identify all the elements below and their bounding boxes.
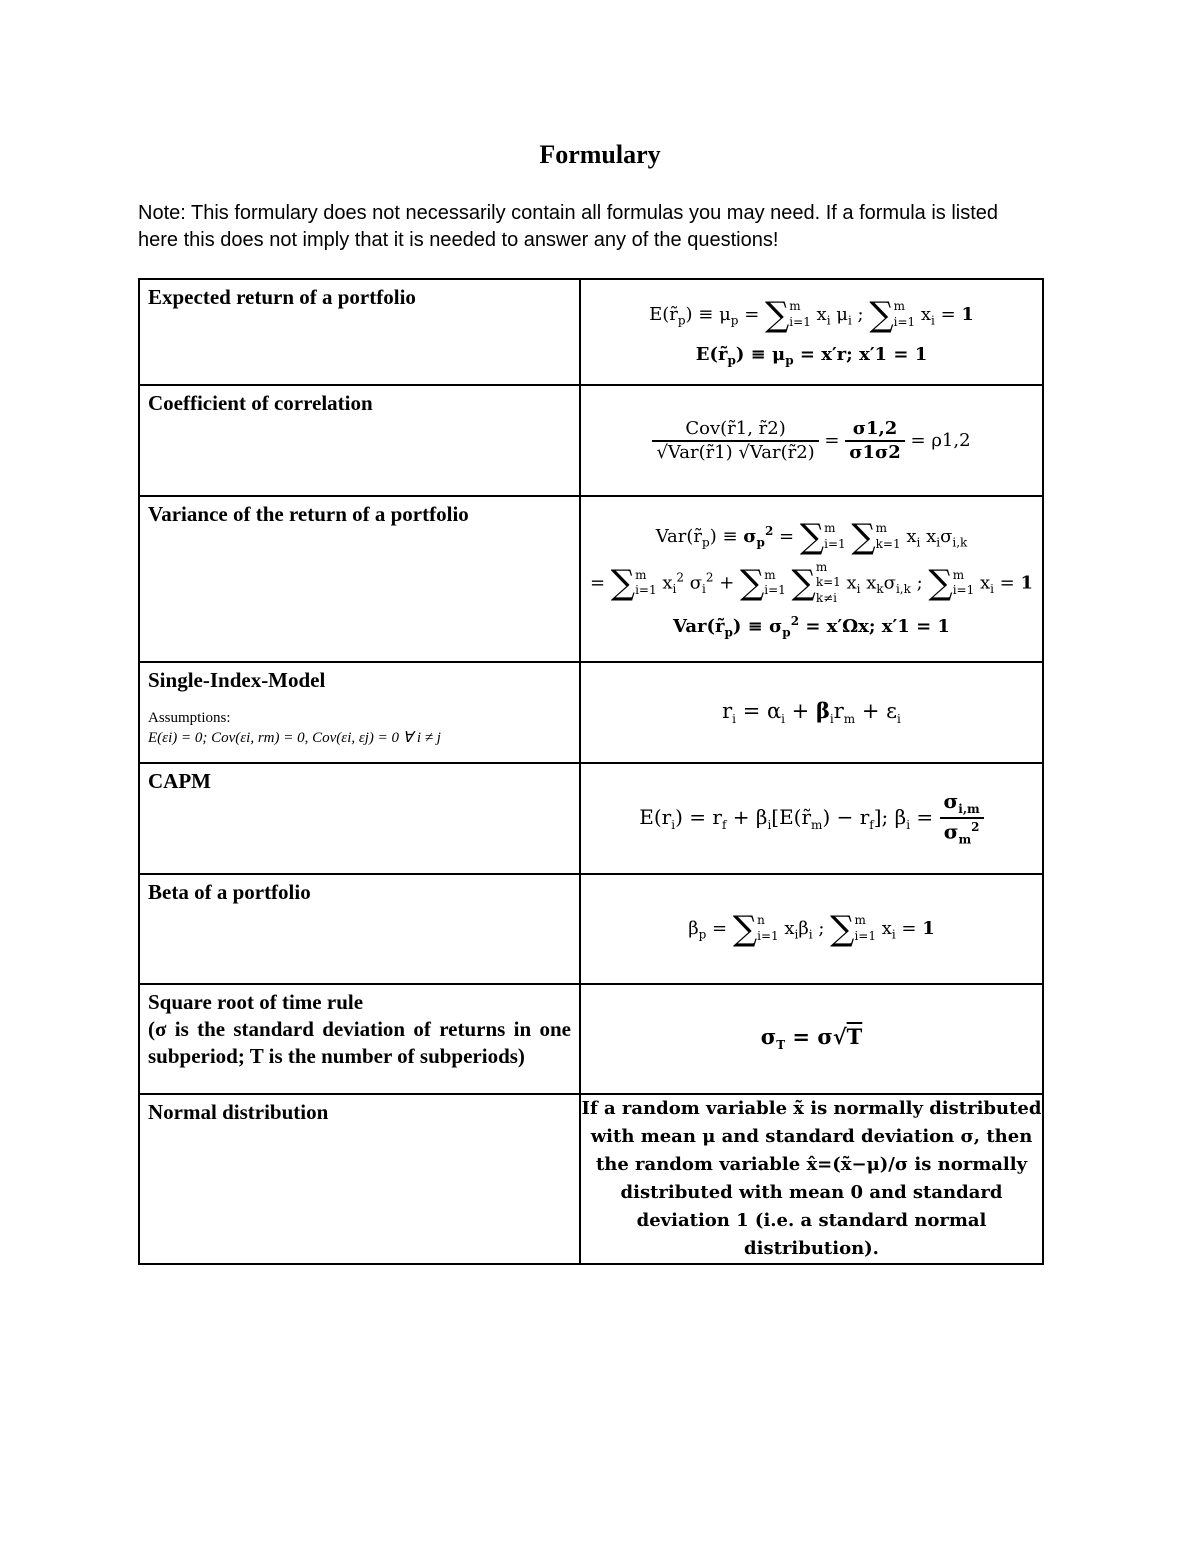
note-line-2: here this does not imply that it is needed to answer any of the questions! (138, 229, 779, 251)
formula-line: $Var(r̃_p) \equiv \sigma_p^2$ = ∑ m i=1 ∑ m k=1 $x_i$ $x_i\sigma_{i,k}$ (655, 516, 968, 557)
formula-line: $E(r̃_p) \equiv \mu_p$ = ∑ m i=1 $x_i$ $\mu_i$ ; ∑ m i=1 $x_i = 1$ (649, 294, 974, 335)
formula-cell (580, 496, 1043, 662)
table-row (139, 385, 1043, 496)
formula-cell (580, 874, 1043, 984)
formula-line: $Var(r̃_p) \equiv \sigma_p^2 = x'\Omega x$; x′1 = 1 (673, 613, 950, 640)
assumptions (148, 708, 571, 748)
denominator: √Var(r̃1) √Var(r̃2) (656, 441, 815, 463)
table-row (139, 662, 1043, 763)
denominator: $\sigma_m^2$ (943, 819, 980, 847)
formula-line: $\beta_p$ = ∑ n i=1 $x_i\beta_i$ ; ∑ m i=1 $x_i = 1$ (688, 909, 935, 949)
table-row (139, 496, 1043, 662)
row-description: (σ is the standard deviation of returns in one subperiod; T is the number of subperiods) (148, 1017, 571, 1068)
formula-line: $E(r̃_p) \equiv \mu_p = x'r$; x′1 = 1 (695, 343, 928, 368)
table-row (139, 984, 1043, 1094)
formula-cell (580, 984, 1043, 1094)
row-label: Variance of the return of a portfolio (139, 496, 580, 662)
fraction (845, 417, 905, 463)
row-label: Coefficient of correlation (139, 385, 580, 496)
formula-cell (580, 279, 1043, 385)
formula-cell (580, 385, 1043, 496)
row-label-cell (139, 984, 580, 1094)
assumptions-label: Assumptions: (148, 710, 231, 726)
table-row (139, 874, 1043, 984)
numerator: σ1,2 (845, 420, 905, 442)
formula-line: $r_i = \alpha_i + \beta_ir_m + \varepsilon_i$ (722, 697, 901, 727)
row-label: CAPM (139, 763, 580, 874)
formula-text: If a random variable x̃ is normally distributed with mean μ and standard deviation σ, then the random variable x̂=(x̃−μ)/σ is normally distributed with mean 0 and standard deviation 1 (i.e. a standard normal distribution). (580, 1094, 1043, 1264)
formulary-table (138, 278, 1044, 1265)
numerator: $\sigma_{i,m}$ (940, 791, 984, 819)
formula-cell (580, 662, 1043, 763)
row-label: Normal distribution (139, 1094, 580, 1264)
formula-line: = ∑ m i=1 $x_i^2$ $\sigma_i^2$ + ∑ m i=1 ∑ m k=1 k≠i $x_i$ $x_k\sigma_{i,k}$ ; ∑ m i=1 $x_i = 1$ (589, 559, 1034, 605)
fraction (940, 791, 984, 846)
numerator: Cov(r̃1, r̃2) (652, 420, 818, 442)
row-label: Beta of a portfolio (139, 874, 580, 984)
row-label-cell (139, 662, 580, 763)
note (138, 200, 1068, 254)
row-label: Expected return of a portfolio (139, 279, 580, 385)
table-row (139, 1094, 1043, 1264)
row-label: Square root of time rule (148, 990, 364, 1014)
formula-line: $E(r_i) = r_f$ + $\beta_i[E(r̃_m) - r_f]$; $\beta_i$ = $\frac{\sigma_{i,m}}{\sigma_m^2}$ (581, 791, 1042, 846)
formula-line: $\frac{\text{Cov(r̃1, r̃2)}}{\text{√Var(r̃1) √Var(r̃2)}}$ = $\frac{\sigma 1,2}{\sigma 1\sigma 2}$ = ρ1,2 (581, 420, 1042, 462)
row-label: Single-Index-Model (148, 668, 326, 692)
denominator: σ1σ2 (849, 441, 901, 463)
assumptions-formula: E(εi) = 0; Cov(εi, rm) = 0, Cov(εi, εj) = 0 ∀ i ≠ j (148, 730, 441, 746)
table-row (139, 763, 1043, 874)
result: = ρ1,2 (910, 429, 971, 451)
formula-line: $\sigma_T = \sigma√T$ (760, 1024, 863, 1053)
table-row (139, 279, 1043, 385)
page-title: Formulary (539, 140, 661, 169)
formula-cell (580, 763, 1043, 874)
note-line-1: Note: This formulary does not necessarily contain all formulas you may need. If a formula is listed (138, 202, 999, 224)
